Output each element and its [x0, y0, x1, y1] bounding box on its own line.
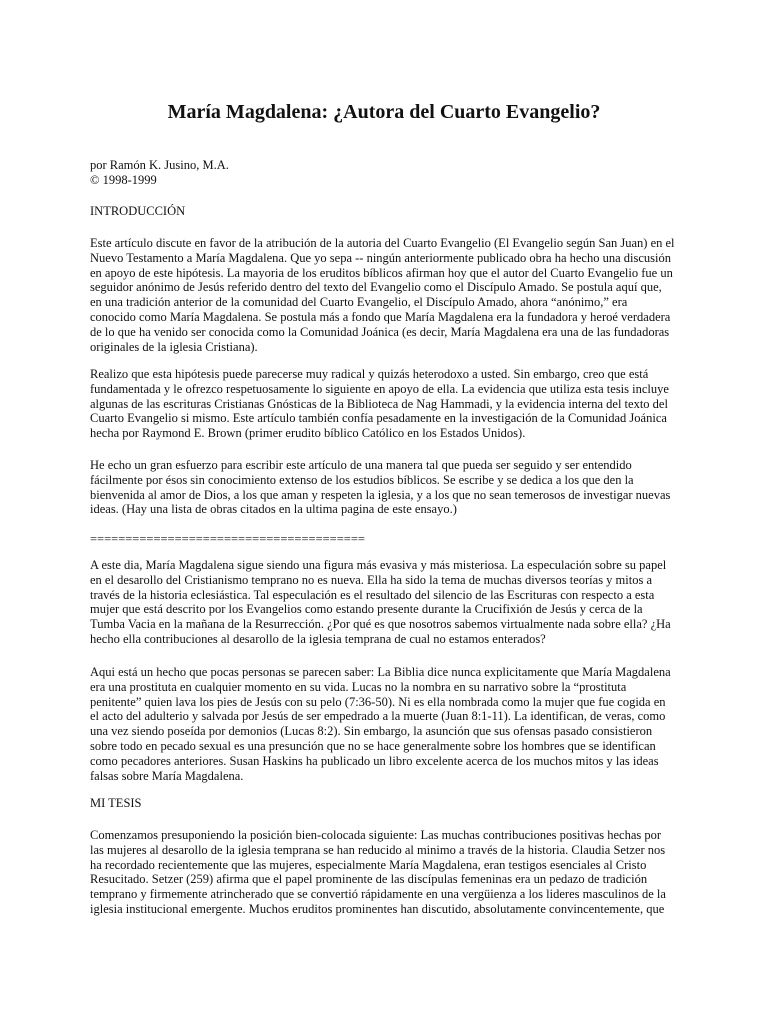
- text-line: través de la historia eclesiástica. Tal especulación es el resultado del silencio de las Escrituras con respecto a esta: [90, 587, 655, 602]
- text-line: hecha por Raymond E. Brown (primer erudito bíblico Católico en los Estados Unidos).: [90, 426, 526, 441]
- text-line: iglesia institucional emergente. Muchos eruditos prominentes han discutido, absolutamente convincentemente, que: [90, 901, 665, 916]
- text-line: seguidor anónimo de Jesús referido dentro del texto del Evangelio como el Discípulo Amado. Se postula aquí que,: [90, 280, 662, 295]
- text-line: Comenzamos presuponiendo la posición bien-colocada siguiente: Las muchas contribuciones positivas hechas por: [90, 828, 662, 842]
- text-line: era una prostituta en cualquier momento en su vida. Lucas no la nombra en su narrativo sobre la “prostituta: [90, 679, 627, 694]
- text-line: ha recordado recientemente que las mujeres, especialmente María Magdalena, eran testigos esenciales al Cristo: [90, 857, 647, 872]
- text-line: penitente” quien lava los pies de Jesús con su pelo (7:36-50). Ni es ella nombrada como la mujer que fue cogida en: [90, 694, 666, 709]
- text-line: ideas. (Hay una lista de obras citados en la ultima pagina de este ensayo.): [90, 502, 457, 517]
- paragraph-3: [90, 458, 686, 517]
- text-line: A este dia, María Magdalena sigue siendo una figura más evasiva y más misteriosa. La especulación sobre su papel: [90, 558, 667, 572]
- text-line: Nuevo Testamento a María Magdalena. Que yo sepa -- ningún anteriormente publicado obra ha hecho una discusión: [90, 250, 671, 265]
- paragraph-2: [90, 367, 686, 441]
- text-line: originales de la iglesia Cristiana).: [90, 339, 258, 354]
- paragraph-4: [90, 558, 686, 647]
- text-line: en apoyo de este hipótesis. La mayoria de los eruditos bíblicos afirman hoy que el autor del Cuarto Evangelio fue un: [90, 265, 673, 280]
- text-line: una vez siendo poseída por demonios (Lucas 8:2). Sin embargo, la asunción que sus ofensas pasado consistieron: [90, 724, 653, 739]
- text-line: el acto del adulterio y salvada por Jesús de ser empedrado a la muerte (Juan 8:1-11). La identifican, de veras, como: [90, 709, 666, 724]
- paragraph-1: [90, 236, 686, 354]
- text-line: mujer que está descrito por los Evangelios como estando presente durante la Crucifixión de Jesús y cerca de la: [90, 602, 643, 617]
- text-line: Este artículo discute en favor de la atribución de la autoria del Cuarto Evangelio (El Evangelio según San Juan) en el: [90, 236, 675, 250]
- text-line: Realizo que esta hipótesis puede parecerse muy radical y quizás heterodoxo a usted. Sin embargo, creo que está: [90, 367, 649, 381]
- text-line: fácilmente por ésos sin conocimiento extenso de los estudios bíblicos. Se escribe y se dedica a los que den la: [90, 472, 634, 487]
- text-line: falsas sobre María Magdalena.: [90, 768, 244, 783]
- byline: [90, 158, 686, 188]
- author-line: por Ramón K. Jusino, M.A.: [90, 158, 229, 172]
- separator-line: =======================================: [90, 532, 365, 546]
- text-line: algunas de las escrituras Cristianas Gnósticas de la Biblioteca de Nag Hammadi, y la evidencia interna del texto del: [90, 396, 668, 411]
- paragraph-6: [90, 828, 686, 917]
- text-line: He echo un gran esfuerzo para escribir este artículo de una manera tal que pueda ser seguido y ser entendido: [90, 458, 632, 472]
- text-line: en una tradición anterior de la comunidad del Cuarto Evangelio, el Discípulo Amado, ahora “anónimo,” era: [90, 295, 628, 310]
- text-line: Resucitado. Setzer (259) afirma que el papel prominente de las discípulas femeninas era un pedazo de tradición: [90, 872, 648, 887]
- text-line: las mujeres al desarollo de la iglesia temprana se han reducido al minimo a través de la historia. Claudia Setzer nos: [90, 842, 666, 857]
- text-line: sobre todo en pecado sexual es una presunción que no se hace generalmente sobre los hombres que se identifican: [90, 738, 656, 753]
- section-heading-introduccion: INTRODUCCIÓN: [90, 204, 186, 218]
- paragraph-5: [90, 665, 686, 783]
- text-line: temprano y firmemente atrincherado que se convertió rápidamente en una vergüienza a los lideres masculinos de la: [90, 887, 666, 902]
- text-line: hecho ella contribuciones al desarollo de la iglesia temprana de cual no estamos enterados?: [90, 631, 546, 646]
- text-line: Cuarto Evangelio si mismo. Este artículo también confía pesadamente en la investigación de la Comunidad Joánica: [90, 411, 667, 426]
- text-line: Aqui está un hecho que pocas personas se parecen saber: La Biblia dice nunca explicitamente que María Magdalena: [90, 665, 671, 679]
- text-line: de lo que ha venido ser conocida como la Comunidad Joánica (es decir, María Magdalena era una de las fundadoras: [90, 324, 670, 339]
- text-line: fundamentada y le ofrezco respetuosamente lo siguiente en apoyo de ella. La evidencia que utiliza esta tesis incluye: [90, 381, 669, 396]
- text-line: conocido como María Magdalena. Se postula más a fondo que María Magdalena era la fundadora y heroé verdadera: [90, 309, 671, 324]
- text-line: en el desarollo del Cristianismo temprano no es nueva. Ella ha sido la tema de muchas diversos teorías y mitos a: [90, 572, 653, 587]
- section-heading-mi-tesis: MI TESIS: [90, 796, 142, 810]
- document-title: María Magdalena: ¿Autora del Cuarto Evangelio?: [167, 101, 601, 123]
- text-line: como pecadores anteriores. Susan Haskins ha publicado un libro excelente acerca de los muchos mitos y las ideas: [90, 753, 659, 768]
- text-line: bienvenida al amor de Dios, a los que aman y respeten la iglesia, y a los que no sean temerosos de investigar nuevas: [90, 487, 671, 502]
- copyright-line: © 1998-1999: [90, 172, 157, 187]
- text-line: Tumba Vacia en la mañana de la Resurrección. ¿Por qué es que nosotros sabemos virtualmente nada sobre ella? ¿Ha: [90, 617, 671, 632]
